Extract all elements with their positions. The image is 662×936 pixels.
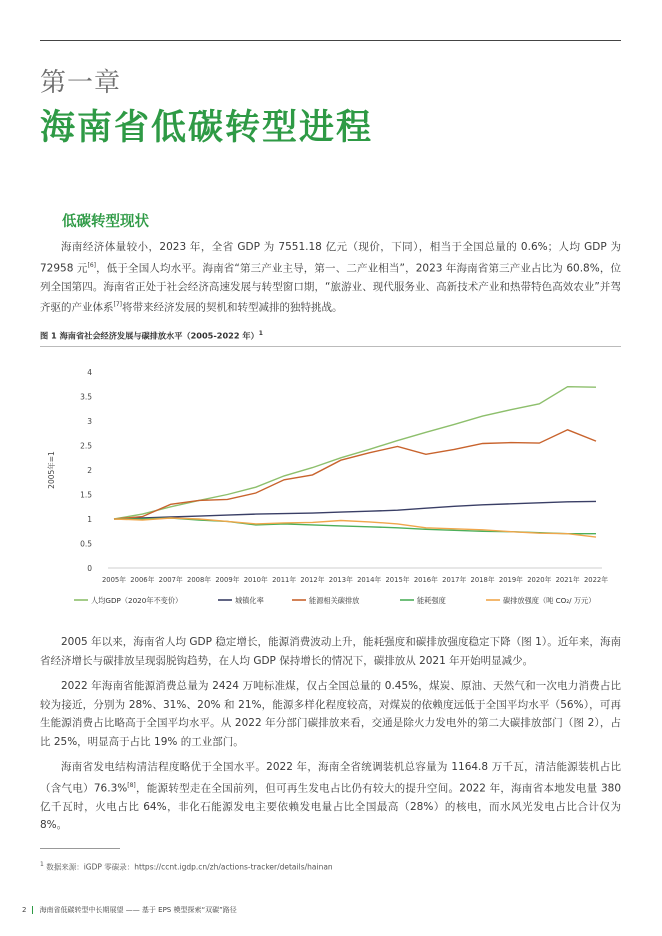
paragraph-2: 2005 年以来，海南省人均 GDP 稳定增长，能源消费波动上升，能耗强度和碳排放强度稳定下降（图 1）。近年来，海南省经济增长与碳排放呈现弱脱钩趋势，在人均 GDP 保持增长的情况下，碳排放从 2021 年开始明显减少。 (40, 636, 621, 667)
legend-label-0: 人均GDP（2020年不变价） (91, 596, 183, 605)
y-axis (46, 368, 92, 573)
paragraph-3: 2022 年海南省能源消费总量为 2424 万吨标准煤，仅占全国总量的 0.45%，煤炭、原油、天然气和一次电力消费占比较为接近，分别为 28%、31%、20% 和 21%，能源多样化程度较高，对煤炭的依赖度远低于全国平均水平（56%），可再生能源消费占比略高于全国平均水平。从 2022 年分部门碳排放来看，交通是除火力发电外的第二大碳排放部门（图 2），占比 25%，明显高于占比 19% 的工业部门。 (40, 680, 621, 748)
citation-8: [8] (127, 781, 136, 789)
paragraph-4-text-a: 海南省发电结构清洁程度略优于全国水平。2022 年，海南全省统调装机总容量为 1164.8 万千瓦，清洁能源装机占比（含气电）76.3% (40, 761, 621, 794)
x-tick-label: 2011年 (272, 576, 297, 584)
x-tick-label: 2019年 (498, 576, 523, 584)
y-tick-label: 1.5 (80, 490, 92, 500)
x-tick-label: 2007年 (158, 576, 183, 584)
series-line-1 (114, 501, 596, 519)
x-tick-label: 2010年 (243, 576, 268, 584)
x-tick-label: 2009年 (215, 576, 240, 584)
y-tick-label: 2.5 (80, 441, 92, 451)
chapter-title: 海南省低碳转型进程 (40, 108, 374, 148)
y-axis-label: 2005年=1 (47, 451, 56, 489)
series-line-2 (114, 430, 596, 519)
footer-text: 海南省低碳转型中长期展望 —— 基于 EPS 模型探索“双碳”路径 (39, 906, 237, 914)
x-tick-label: 2014年 (357, 576, 382, 584)
x-tick-label: 2006年 (130, 576, 155, 584)
x-axis (102, 568, 608, 584)
y-tick-label: 4 (87, 368, 92, 377)
x-tick-label: 2008年 (187, 576, 212, 584)
y-tick-label: 3.5 (80, 392, 92, 402)
citation-7: [7] (113, 301, 122, 308)
footnote-rule (40, 848, 120, 849)
x-tick-label: 2013年 (328, 576, 353, 584)
x-tick-label: 2005年 (101, 576, 127, 584)
figure-caption (40, 330, 263, 342)
y-tick-label: 2 (87, 466, 92, 475)
legend-label-2: 能源相关碳排放 (309, 596, 360, 605)
citation-6: [6] (87, 261, 97, 269)
y-tick-label: 0 (87, 564, 92, 573)
figure-caption-text: 图 1 海南省社会经济发展与碳排放水平（2005-2022 年） (40, 330, 259, 341)
chart-legend (74, 596, 595, 605)
paragraph-4-text-b: ，能源转型走在全国前列，但可再生发电占比仍有较大的提升空间。2022 年，海南省本地发电量 380 亿千瓦时，火电占比 64%，非化石能源发电主要依赖发电量占比全国最高（28%）的核电，而水风光发电占比合计仅为 8%。 (40, 782, 621, 831)
series-line-3 (114, 518, 596, 534)
series-lines (114, 387, 596, 537)
x-tick-label: 2022年 (583, 576, 609, 584)
figure-caption-footnote-ref: 1 (258, 330, 263, 337)
series-line-4 (114, 518, 596, 537)
x-tick-label: 2016年 (413, 576, 438, 584)
x-tick-label: 2018年 (470, 576, 495, 584)
x-tick-label: 2021年 (555, 576, 580, 584)
footer-separator (32, 906, 33, 914)
x-tick-label: 2020年 (527, 576, 552, 584)
paragraph-1-text-c: 将带来经济发展的契机和转型减排的独特挑战。 (122, 301, 343, 314)
x-tick-label: 2012年 (300, 576, 325, 584)
footnote-text: 数据来源：iGDP 零碳录：https://ccnt.igdp.cn/zh/actions-tracker/details/hainan (46, 862, 333, 872)
page-number: 2 (22, 906, 27, 914)
legend-label-3: 能耗强度 (417, 596, 446, 605)
y-tick-label: 1 (87, 515, 92, 524)
paragraph-1 (40, 238, 621, 317)
page-footer (22, 905, 237, 915)
y-tick-label: 3 (87, 417, 92, 426)
figure-rule (40, 346, 621, 347)
legend-label-1: 城镇化率 (235, 596, 264, 605)
x-tick-label: 2017年 (442, 576, 467, 584)
y-tick-label: 0.5 (80, 539, 92, 549)
paragraph-1-text-b: ，低于全国人均水平。海南省“第三产业主导，第一、二产业相当”，2023 年海南省第三产业占比为 60.8%，位列全国第四。海南省正处于社会经济高速发展与转型窗口期，“旅游业、现代服务业、高新技术产业和热带特色高效农业”并驾齐驱的产业体系 (40, 262, 621, 314)
top-rule (40, 40, 621, 41)
paragraph-1-text-a: 海南经济体量较小，2023 年，全省 GDP 为 7551.18 亿元（现价，下同），相当于全国总量的 0.6%；人均 GDP 为 72958 元 (40, 241, 621, 274)
legend-label-4: 碳排放强度（吨 CO₂/ 万元） (503, 596, 596, 605)
series-line-0 (114, 387, 596, 519)
paragraph-4 (40, 758, 621, 835)
footnote-number: 1 (40, 861, 44, 868)
footnote (40, 861, 333, 873)
section-title: 低碳转型现状 (62, 214, 149, 230)
chapter-label: 第一章 (40, 68, 122, 98)
x-tick-label: 2015年 (385, 576, 410, 584)
figure-1-chart (40, 352, 621, 614)
